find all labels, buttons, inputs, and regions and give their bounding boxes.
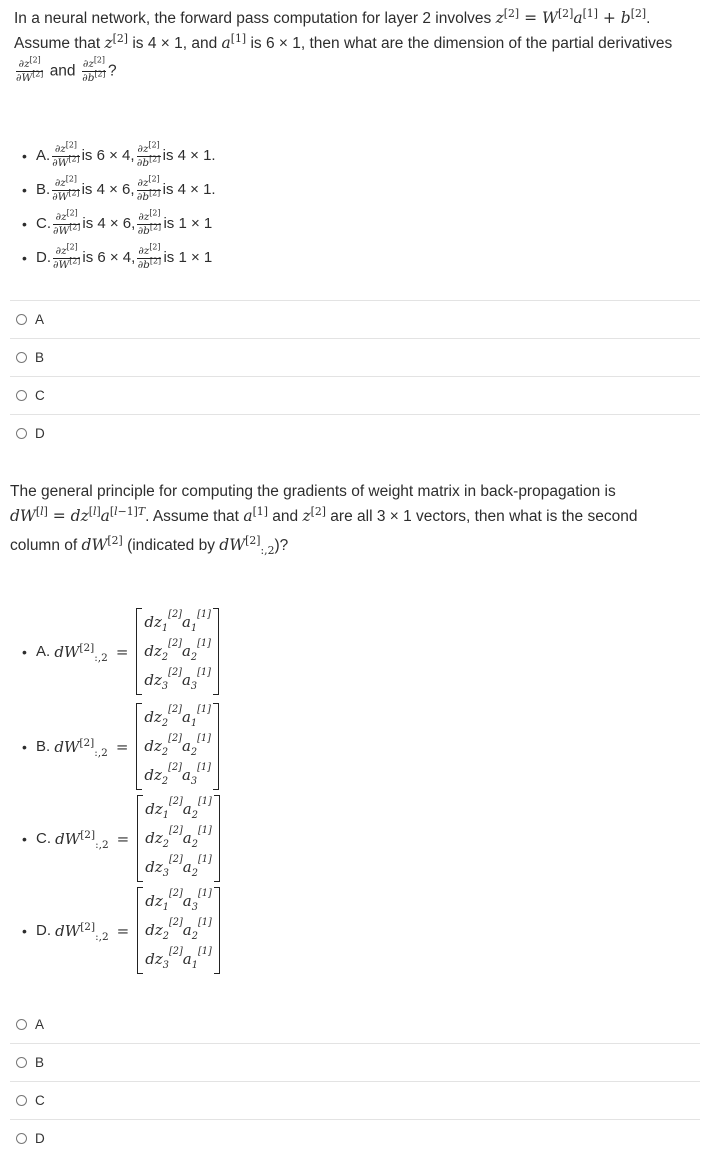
q2-line1: The general principle for computing the gradients of weight matrix in back-propagation is bbox=[10, 483, 616, 500]
q2-option-a: • A. $dW[2]_{:,2}$ = $dz_1[2]a_1[1]$ $dz_2[2]a_2[1]$ $dz_3[2]a_3[1]$ bbox=[22, 608, 219, 695]
radio-circle-icon[interactable] bbox=[16, 1057, 27, 1068]
q1-line1: In a neural network, the forward pass computation for layer 2 involves bbox=[14, 10, 492, 27]
q1-option-d: • D. $\frac{\partial z^{[2]}}{\partial W^{[2]}}$ is 6 × 4, $\frac{\partial z^{[2]}}{\partial b^{[2]}}$ is 1 × 1 bbox=[22, 242, 213, 271]
matrix-d: $dz_1[2]a_3[1]$ $dz_2[2]a_2[1]$ $dz_3[2]a_1[1]$ bbox=[137, 887, 220, 974]
q1-option-c: • C. $\frac{\partial z^{[2]}}{\partial W^{[2]}}$ is 4 × 6, $\frac{\partial z^{[2]}}{\partial b^{[2]}}$ is 1 × 1 bbox=[22, 208, 213, 237]
q2-radio-group bbox=[10, 1006, 700, 1157]
q2-line2-b: and bbox=[272, 508, 299, 525]
q2-line3-c: )? bbox=[274, 537, 289, 554]
q2-option-c: • C. $dW[2]_{:,2}$ = $dz_1[2]a_2[1]$ $dz_2[2]a_2[1]$ $dz_3[2]a_2[1]$ bbox=[22, 795, 220, 882]
q1-line3-and: and bbox=[49, 62, 76, 80]
q1-radio-d[interactable]: D bbox=[10, 414, 700, 452]
q2-line2-a: . Assume that bbox=[145, 508, 239, 525]
radio-circle-icon[interactable] bbox=[16, 1133, 27, 1144]
q2-radio-d[interactable]: D bbox=[10, 1119, 700, 1157]
matrix-a: $dz_1[2]a_1[1]$ $dz_2[2]a_2[1]$ $dz_3[2]a_3[1]$ bbox=[136, 608, 219, 695]
q2-line3-a: column of bbox=[10, 537, 78, 554]
q2-radio-b[interactable]: B bbox=[10, 1043, 700, 1081]
q1-line2-b: is 4 × 1, and bbox=[132, 35, 218, 52]
q2-radio-a[interactable]: A bbox=[10, 1006, 700, 1043]
frac-dz-dw: $\frac{\partial z^{[2]}}{\partial W^{[2]}}$ bbox=[16, 55, 44, 84]
q2-option-d: • D. $dW[2]_{:,2}$ = $dz_1[2]a_3[1]$ $dz_2[2]a_2[1]$ $dz_3[2]a_1[1]$ bbox=[22, 887, 220, 974]
q1-radio-group bbox=[10, 300, 700, 452]
q2-line2-c: are all 3 × 1 vectors, then what is the second bbox=[330, 508, 638, 525]
radio-circle-icon[interactable] bbox=[16, 1095, 27, 1106]
radio-circle-icon[interactable] bbox=[16, 352, 27, 363]
q1-radio-b[interactable]: B bbox=[10, 338, 700, 376]
question-2-prompt: The general principle for computing the gradients of weight matrix in back-propagation is $dW[l] = dz[l]a^{[l-1]T}$. Assume that a[1] and z[2] are all 3 × 1 vectors, then what is the second column of dW[2] (indicated by $dW[2]_{:,2}$)? bbox=[10, 480, 696, 558]
q2-gradient-eq: $dW[l] = dz[l]a^{[l-1]T}$ bbox=[10, 504, 146, 525]
q1-radio-c[interactable]: C bbox=[10, 376, 700, 414]
q1-radio-a[interactable]: A bbox=[10, 300, 700, 338]
q1-option-b: • B. $\frac{\partial z^{[2]}}{\partial W^{[2]}}$ is 4 × 6, $\frac{\partial z^{[2]}}{\partial b^{[2]}}$ is 4 × 1. bbox=[22, 174, 216, 203]
matrix-c: $dz_1[2]a_2[1]$ $dz_2[2]a_2[1]$ $dz_3[2]a_2[1]$ bbox=[137, 795, 220, 882]
q2-line3-b: (indicated by bbox=[127, 537, 215, 554]
q1-forward-eq: z[2] = W[2]a[1] + b[2] bbox=[495, 6, 647, 27]
q1-line2-a: Assume that bbox=[14, 35, 101, 52]
matrix-b: $dz_2[2]a_1[1]$ $dz_2[2]a_2[1]$ $dz_2[2]a_3[1]$ bbox=[136, 703, 219, 790]
question-1-prompt: In a neural network, the forward pass computation for layer 2 involves z[2] = W[2]a[1] + b[2]. Assume that z[2] is 4 × 1, and a[1] is 6 × 1, then what are the dimension of the partial derivatives $\frac{\partial z^{[2]}}{\partial W^{[2]}}$ and $\frac{\partial z^{[2]}}{\partial b^{[2]}}$ ? bbox=[14, 6, 673, 84]
q2-option-b: • B. $dW[2]_{:,2}$ = $dz_2[2]a_1[1]$ $dz_2[2]a_2[1]$ $dz_2[2]a_3[1]$ bbox=[22, 703, 219, 790]
radio-circle-icon[interactable] bbox=[16, 428, 27, 439]
q1-option-a: • A. $\frac{\partial z^{[2]}}{\partial W^{[2]}}$ is 6 × 4, $\frac{\partial z^{[2]}}{\partial b^{[2]}}$ is 4 × 1. bbox=[22, 140, 216, 169]
radio-circle-icon[interactable] bbox=[16, 390, 27, 401]
q1-line2-c: is 6 × 1, then what are the dimension of the partial derivatives bbox=[250, 35, 673, 52]
q1-option-list bbox=[22, 139, 216, 275]
q2-radio-c[interactable]: C bbox=[10, 1081, 700, 1119]
radio-circle-icon[interactable] bbox=[16, 314, 27, 325]
q1-line3-q: ? bbox=[108, 62, 117, 80]
radio-circle-icon[interactable] bbox=[16, 1019, 27, 1030]
frac-dz-db: $\frac{\partial z^{[2]}}{\partial b^{[2]}}$ bbox=[82, 55, 106, 84]
